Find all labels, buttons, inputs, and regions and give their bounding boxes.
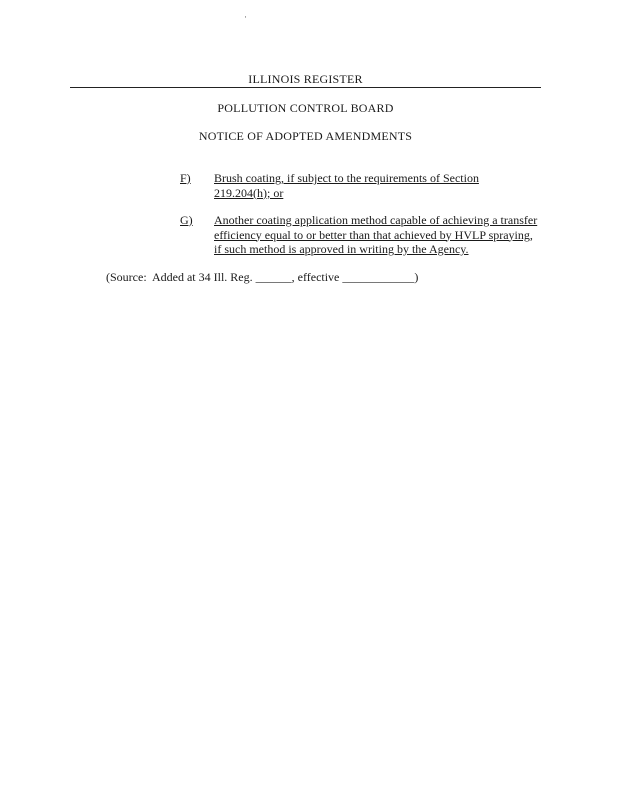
source-note: (Source: Added at 34 Ill. Reg. ______, effective ____________) xyxy=(106,270,419,284)
item-text xyxy=(214,171,542,200)
item-text-line: if such method is approved in writing by the Agency. xyxy=(214,242,469,256)
register-header: ILLINOIS REGISTER xyxy=(70,72,541,88)
item-text-line: efficiency equal to or better than that achieved by HVLP spraying, xyxy=(214,227,533,242)
item-text-line: 219.204(h); or xyxy=(214,185,284,200)
board-title: POLLUTION CONTROL BOARD xyxy=(217,101,394,115)
scan-mark: · xyxy=(244,12,247,22)
item-text-line: Brush coating, if subject to the requirements of Section xyxy=(214,171,479,185)
item-text-line: Another coating application method capable of achieving a transfer xyxy=(214,213,538,227)
item-text xyxy=(214,213,542,257)
item-letter: F) xyxy=(180,171,191,185)
item-letter: G) xyxy=(180,213,193,227)
notice-title: NOTICE OF ADOPTED AMENDMENTS xyxy=(198,129,413,143)
